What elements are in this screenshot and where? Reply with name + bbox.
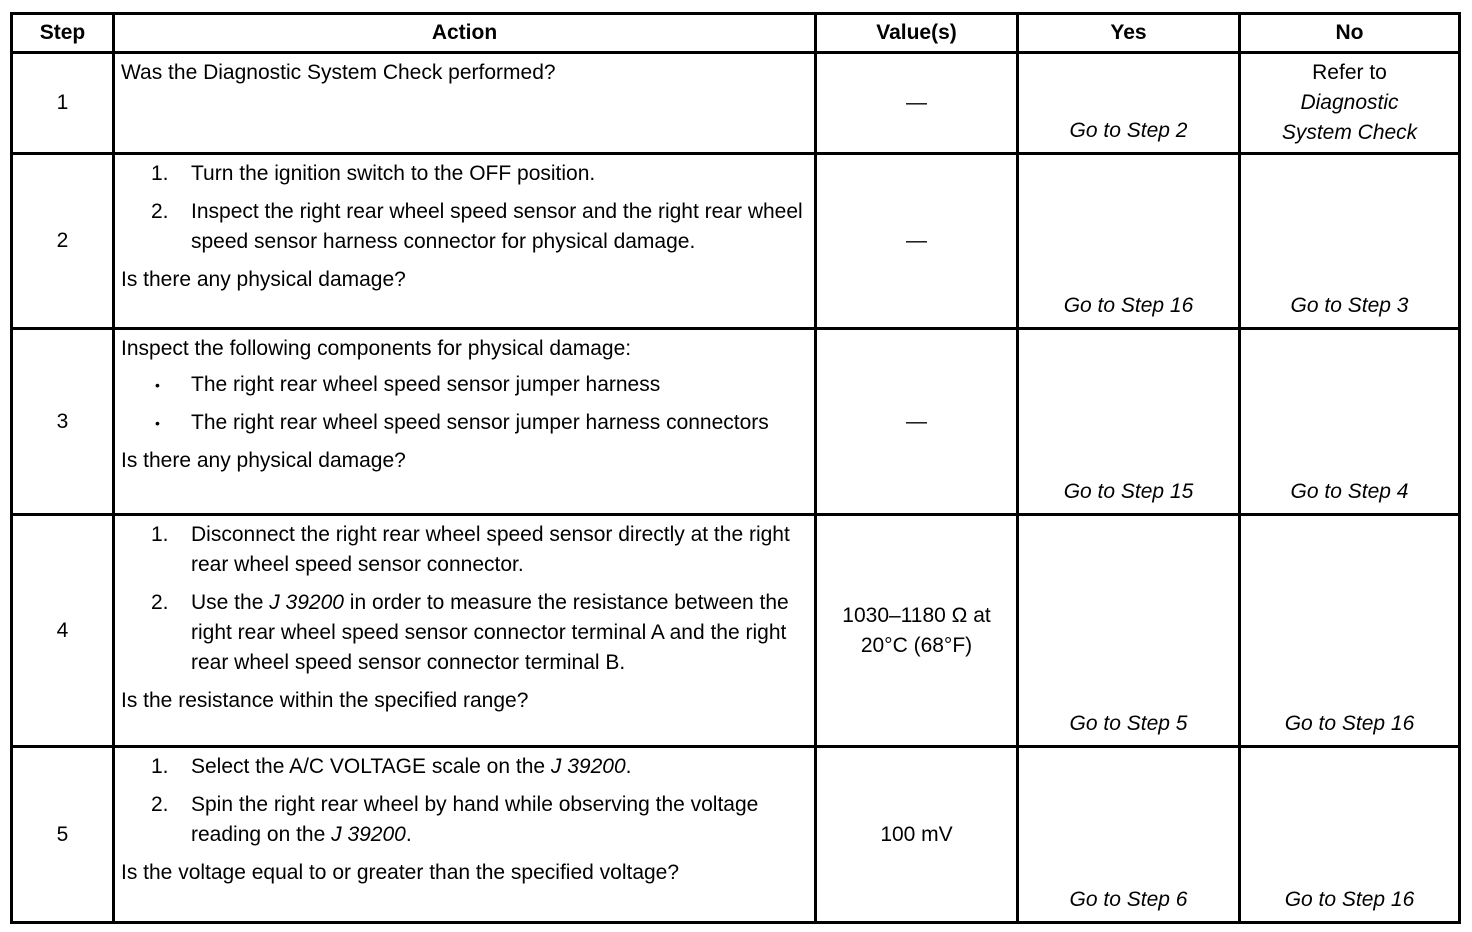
yes-cell <box>1018 154 1240 329</box>
action-cell <box>114 515 816 747</box>
value-line2: 20°C (68°F) <box>860 633 973 657</box>
value-line1: 1030–1180 Ω at <box>842 603 991 627</box>
item-number: 2. <box>151 793 169 816</box>
tool-reference: J 39200 <box>269 591 344 614</box>
step-list <box>121 520 808 678</box>
no-cell <box>1240 154 1460 329</box>
action-cell <box>114 53 816 154</box>
yes-link[interactable]: Go to Step 6 <box>1069 888 1188 911</box>
question-text: Is there any physical damage? <box>121 268 406 291</box>
no-cell <box>1240 747 1460 923</box>
table-row <box>12 515 1460 747</box>
action-cell <box>114 154 816 329</box>
item-text: . <box>405 823 412 846</box>
item-number: 2. <box>151 591 169 614</box>
header-yes: Yes <box>1018 14 1240 53</box>
no-text-line1: Refer to <box>1312 61 1387 84</box>
value-cell: — <box>816 329 1018 515</box>
item-number: 1. <box>151 755 169 778</box>
item-text: The right rear wheel speed sensor jumper harness <box>191 373 661 396</box>
intro-text: Inspect the following components for physical damage: <box>121 337 632 360</box>
yes-link[interactable]: Go to Step 2 <box>1069 119 1188 142</box>
no-link[interactable]: Go to Step 16 <box>1284 888 1415 911</box>
step-number: 4 <box>12 515 114 747</box>
tool-reference: J 39200 <box>550 755 626 778</box>
table-row <box>12 329 1460 515</box>
item-text: Spin the right rear wheel by hand while observing the voltage reading on the <box>191 793 759 846</box>
list-item <box>121 520 808 580</box>
list-item <box>121 408 808 438</box>
action-cell <box>114 329 816 515</box>
question-text: Is there any physical damage? <box>121 449 406 472</box>
table-row <box>12 53 1460 154</box>
bullet-list <box>121 370 808 438</box>
tool-reference: J 39200 <box>331 823 406 846</box>
header-no: No <box>1240 14 1460 53</box>
table-row <box>12 747 1460 923</box>
header-values: Value(s) <box>816 14 1018 53</box>
value-cell: — <box>816 154 1018 329</box>
item-text: Use the <box>191 591 270 614</box>
action-cell <box>114 747 816 923</box>
list-item <box>121 159 808 189</box>
item-text: in order to measure the resistance between the right rear wheel speed sensor connector terminal A and the right rear wheel speed sensor connector terminal B. <box>191 591 789 674</box>
header-action: Action <box>114 14 816 53</box>
no-cell <box>1240 515 1460 747</box>
value-cell: — <box>816 53 1018 154</box>
header-step: Step <box>12 14 114 53</box>
yes-cell <box>1018 329 1240 515</box>
no-link[interactable]: Go to Step 4 <box>1290 480 1409 503</box>
no-cell <box>1240 53 1460 154</box>
step-number: 2 <box>12 154 114 329</box>
step-list <box>121 159 808 257</box>
yes-link[interactable]: Go to Step 5 <box>1069 712 1188 735</box>
step-number: 1 <box>12 53 114 154</box>
item-number: 1. <box>151 162 169 185</box>
value-cell <box>816 515 1018 747</box>
no-link-line2[interactable]: Diagnostic <box>1300 91 1399 114</box>
list-item <box>121 197 808 257</box>
no-cell <box>1240 329 1460 515</box>
table-row <box>12 154 1460 329</box>
question-text: Was the Diagnostic System Check performed? <box>121 61 556 84</box>
list-item <box>121 752 808 782</box>
value-cell: 100 mV <box>816 747 1018 923</box>
yes-cell <box>1018 53 1240 154</box>
no-link[interactable]: Go to Step 16 <box>1284 712 1415 735</box>
step-number: 3 <box>12 329 114 515</box>
item-text: . <box>625 755 632 778</box>
diagnostic-table <box>10 12 1461 924</box>
yes-cell <box>1018 515 1240 747</box>
step-list <box>121 752 808 850</box>
item-number: 2. <box>151 200 169 223</box>
list-item <box>121 370 808 400</box>
yes-link[interactable]: Go to Step 16 <box>1063 294 1194 317</box>
item-text: Select the A/C VOLTAGE scale on the <box>191 755 551 778</box>
item-text: Turn the ignition switch to the OFF position. <box>191 162 596 185</box>
list-item <box>121 790 808 850</box>
yes-cell <box>1018 747 1240 923</box>
yes-link[interactable]: Go to Step 15 <box>1063 480 1194 503</box>
item-text: Disconnect the right rear wheel speed sensor directly at the right rear wheel speed sensor connector. <box>191 523 790 576</box>
list-item <box>121 588 808 678</box>
item-number: 1. <box>151 523 169 546</box>
step-number: 5 <box>12 747 114 923</box>
no-link-line3[interactable]: System Check <box>1281 121 1418 144</box>
no-link[interactable]: Go to Step 3 <box>1290 294 1409 317</box>
item-text: Inspect the right rear wheel speed sensor and the right rear wheel speed sensor harness connector for physical damage. <box>191 200 803 253</box>
question-text: Is the voltage equal to or greater than the specified voltage? <box>121 861 680 884</box>
bullet-glyph: • <box>155 377 160 393</box>
item-text: The right rear wheel speed sensor jumper harness connectors <box>191 411 769 434</box>
header-row <box>12 14 1460 53</box>
bullet-glyph: • <box>155 415 160 431</box>
question-text: Is the resistance within the specified range? <box>121 689 529 712</box>
